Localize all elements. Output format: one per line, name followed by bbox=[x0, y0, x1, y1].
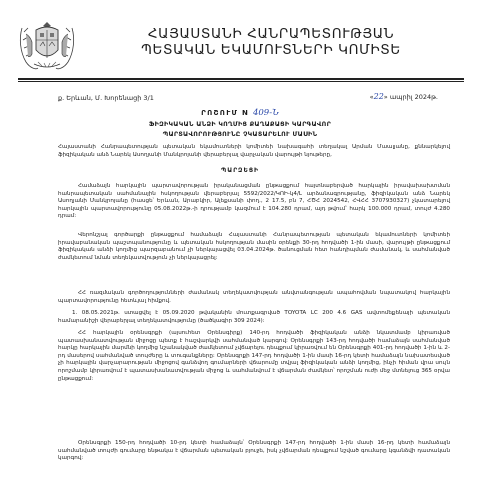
org-name-line-1: ՀԱՅԱՍՏԱՆԻ ՀԱՆՐԱՊԵՏՈՒԹՅԱՆ bbox=[147, 26, 395, 42]
date-open-quote: « bbox=[369, 93, 374, 101]
body-paragraph-3: ՀՀ ռազմական գործողությունների ժամանակ տեղեկատվության անվտանգության ապահովման նպատակով հարկային պարտավորությունը հետևյալ հիմքով. bbox=[58, 290, 450, 304]
body-paragraph-1: Համաձայն հարկային պարտավորության իրականացման ընթացքում հայտնաբերված հարկային իրավախախտման հանրապետական սահմանային հսկողության վերաբերյալ 5592/2022/ԿՈԻ-կ4/Լ արձանագրությանը, ֆիզիկական անձ Նարեկ Ասողյանի Մանկրոյանը (հասցե՝ Երևան, Արաբկիր, Ալեքսանի փող., 2 17.5, բն 7, ՀԾՀ 2024542, ՀՎՀՀ 3707930327) չկատարելով հարկային պարտավորությունը 05.08.2022թ.-ի դրությամբ կազմում է 104.280 դրամ, այդ թվում՝ հարկ 100.000 դրամ, տույժ 4.280 դրամ: bbox=[58, 183, 450, 220]
numbered-item-1: 1. 08.05.2021թ. ստացվել է 05.09.2020 թվականին մուտքագրված TOYOTA LC 200 4.6 GAS ավտոմեքենայի պետական համարանիշի վերաբերյալ տեղեկատվությունը (ծածկագիր 309 2024): bbox=[58, 310, 450, 324]
coat-of-arms-emblem bbox=[18, 18, 76, 74]
intro-paragraph: Հայաստանի Հանրապետության պետական եկամուտների կոմիտեի նախագահի տեղակալ Արման Մաալյանը, քննարկելով ֆիզիկական անձ Նարեկ Ասողյանի Մանկրոյանի վերաբերյալ վարչական վարույթի նյութերը, bbox=[58, 144, 450, 158]
org-name-line-2: ՊԵՏԱԿԱՆ ԵԿԱՄՈՒՏՆԵՐԻ ԿՈՄԻՏԵ bbox=[141, 42, 401, 58]
order-label: ՐՈՇՈՒՄ N bbox=[201, 109, 250, 117]
date-month-year: ապրիլ 2024թ. bbox=[389, 93, 438, 101]
date-day: 22 bbox=[373, 92, 384, 101]
section-heading: ՊԱՐԶԵՑԻ bbox=[220, 167, 260, 174]
header-rule-thin bbox=[18, 81, 464, 82]
order-subtitle-line-1: ՖԻԶԻԿԱԿԱՆ ԱՆՁԻ ԿՈՂՄԻՑ ՔԱՂԱՔԱՑԻ ԿԱՐԳԱՎՈՐ bbox=[148, 121, 332, 128]
organization-name bbox=[86, 26, 456, 58]
header-rule-thick bbox=[18, 78, 464, 80]
date-close-quote: » bbox=[383, 93, 388, 101]
body-paragraph-2: Վերոնշյալ գործարքի ընթացքում համաձայն Հայաստանի Հանրապետության պետական եկամուտների կոմիտեի իրավաբանական պաշտպանությունը և պետական հսկողության մասին օրենքի 30-րդ հոդվածի 1-ին մասի, վարույթի ընթացքում ֆիզիկական անձի կողմից պարզաբանում չի ներկայացվել 03.04.2024թ. ծանուցման հետ հանդիպման ժամանակ, և սահմանված ժամկետում նման տեղեկատվություն չի ներկայացրել: bbox=[58, 232, 450, 261]
order-title bbox=[0, 108, 480, 118]
body-paragraph-4: ՀՀ հարկային օրենսգրքի (այսուհետ Օրենսգիրք) 140-րդ հոդվածի ֆիզիկական անձի նկատմամբ կիրառված պատասխանատվության միջոցը պետք է հաշվարկվի սահմանված կարգով: Օրենսգրքի 143-րդ հոդվածի համաձայն սահմանված հարկը հարկային մարմնի կողմից նշանակված ժամկետում չվճարելու դեպքում կիրառվում են Օրենսգրքի 401-րդ հոդվածի 1-ին և 2-րդ մասերով սահմանված տույժերը և տուգանքները: Օրենսգրքի 147-րդ հոդվածի 1-ին մասի 16-րդ կետի համաձայն նախատեսված չի հարկային վարչարարության միջոցով գանձվող գումարների վճարումը տվյալ ֆիզիկական անձի կողմից, ինչի հիման վրա սույն որոշմամբ կիրառվում է պատասխանատվության միջոց և սահմանվում է վճարման ժամկետ՝ որոշման ուժի մեջ մտնելուց 365 օրվա ընթացքում: bbox=[58, 330, 450, 382]
document-date bbox=[370, 92, 438, 101]
address: ք. Երևան, Մ. Խորենացի 3/1 bbox=[58, 94, 154, 102]
order-subtitle-line-2: ՊԱՐՏԱՎՈՐՈՒԹՅՈՒՆԸ ՉԿԱՏԱՐԵԼՈՒ ՄԱՍԻՆ bbox=[162, 131, 318, 138]
body-paragraph-5: Օրենսգրքի 150-րդ հոդվածի 10-րդ կետի համաձայն՝ Օրենսգրքի 147-րդ հոդվածի 1-ին մասի 16-րդ կետի համաձայն սահմանված տույժի գումարը ենթակա է վճարման պետական բյուջե, իսկ չվճարման դեպքում նշված գումարը կգանձվի դատական կարգով: bbox=[58, 440, 450, 462]
order-number: 409-Ն bbox=[252, 108, 279, 118]
